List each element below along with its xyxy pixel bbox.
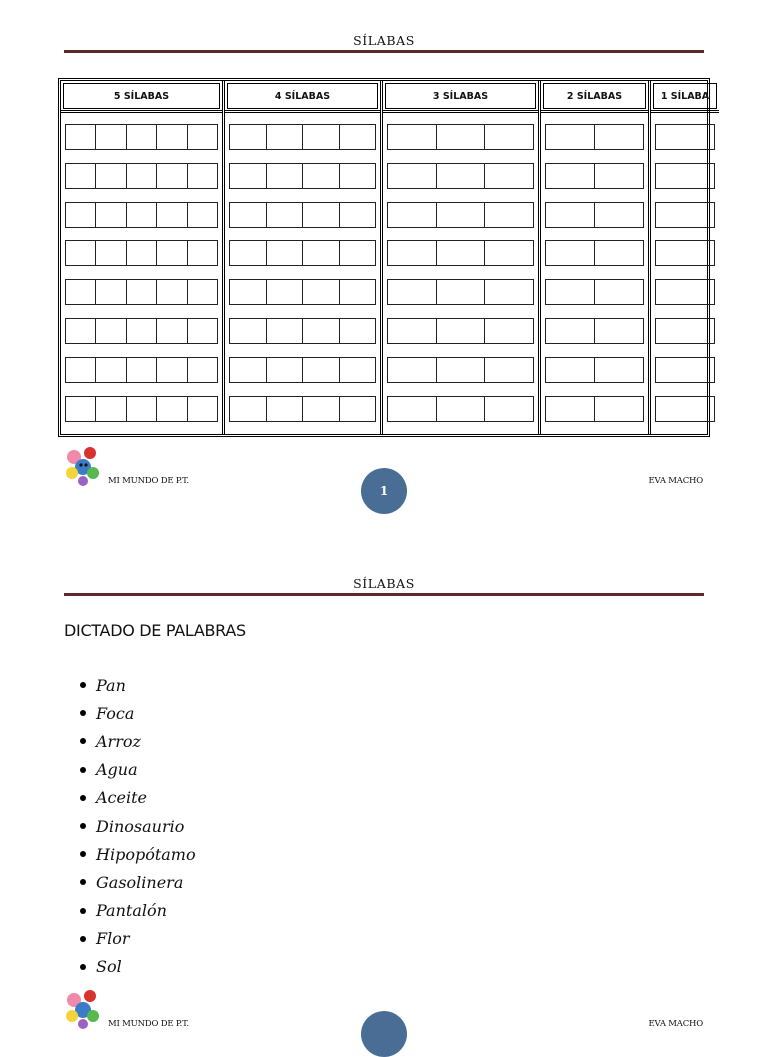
page-2 [0,543,768,1029]
dictation-title: DICTADO DE PALABRAS [64,621,246,640]
syllable-box[interactable] [595,358,643,382]
dictation-word-list [80,671,196,981]
syllable-box[interactable] [388,397,437,421]
syllable-box[interactable] [546,397,595,421]
syllable-box[interactable] [157,241,187,265]
syllable-box[interactable] [546,319,595,343]
syllable-box[interactable] [157,125,187,149]
syllable-box[interactable] [595,125,643,149]
syllable-box-row [655,124,715,150]
footer-right-text: EVA MACHO [648,1019,703,1029]
syllable-box-row [65,240,218,266]
syllable-box[interactable] [127,164,157,188]
syllable-box[interactable] [66,280,96,304]
syllable-box-row [545,396,644,422]
word-text: Aceite [96,788,147,808]
syllable-box[interactable] [388,358,437,382]
syllable-box[interactable] [303,241,340,265]
syllable-box[interactable] [127,203,157,227]
syllable-box[interactable] [388,125,437,149]
syllable-box[interactable] [66,319,96,343]
bullet-icon [80,710,86,716]
syllable-box[interactable] [340,319,376,343]
syllable-box[interactable] [437,397,486,421]
syllable-box[interactable] [546,125,595,149]
column-header: 3 SÍLABAS [385,83,536,109]
bullet-icon [80,936,86,942]
syllable-box[interactable] [188,125,217,149]
list-item [80,699,196,727]
bullet-icon [80,964,86,970]
syllable-box[interactable] [388,280,437,304]
syllable-box[interactable] [188,241,217,265]
syllable-box[interactable] [96,241,126,265]
syllable-box-row [655,240,715,266]
bullet-icon [80,879,86,885]
syllable-box[interactable] [437,358,486,382]
page-header-title: SÍLABAS [353,33,415,48]
syllable-box-row [655,318,715,344]
word-text: Gasolinera [96,872,184,892]
syllable-box[interactable] [188,397,217,421]
syllable-box[interactable] [595,203,643,227]
syllable-box[interactable] [595,241,643,265]
syllable-box[interactable] [157,319,187,343]
bullet-icon [80,738,86,744]
syllable-box[interactable] [96,125,126,149]
header-divider [383,110,538,113]
syllable-box[interactable] [340,397,376,421]
syllable-box-row [655,396,715,422]
syllable-box[interactable] [267,125,304,149]
list-item [80,897,196,925]
syllable-box[interactable] [96,164,126,188]
page-header-title: SÍLABAS [353,576,415,591]
syllable-box-row [655,163,715,189]
word-text: Pantalón [96,901,167,921]
syllable-box[interactable] [437,164,486,188]
syllable-box-row [545,279,644,305]
syllable-box-row [387,240,534,266]
syllable-box[interactable] [303,319,340,343]
bullet-icon [80,767,86,773]
syllable-box[interactable] [485,280,533,304]
list-item [80,756,196,784]
syllable-box[interactable] [157,164,187,188]
syllable-box[interactable] [485,125,533,149]
syllable-box[interactable] [230,241,267,265]
syllable-box[interactable] [340,125,376,149]
syllable-box[interactable] [127,125,157,149]
word-text: Flor [96,929,130,949]
syllable-box[interactable] [96,358,126,382]
bullet-icon [80,851,86,857]
syllable-box[interactable] [340,164,376,188]
syllable-box-row [65,396,218,422]
syllable-box[interactable] [157,358,187,382]
syllable-box[interactable] [188,164,217,188]
syllable-box[interactable] [546,203,595,227]
syllable-box[interactable] [127,358,157,382]
list-item [80,953,196,981]
syllable-box[interactable] [267,164,304,188]
syllable-box[interactable] [303,125,340,149]
syllable-box-row [65,357,218,383]
syllable-box-row [655,202,715,228]
syllable-box-row [545,240,644,266]
syllable-box[interactable] [485,358,533,382]
syllable-box[interactable] [267,203,304,227]
list-item [80,925,196,953]
syllable-box-row [229,202,376,228]
syllable-box[interactable] [388,319,437,343]
syllable-box[interactable] [437,241,486,265]
syllable-box[interactable] [66,164,96,188]
syllable-box[interactable] [485,203,533,227]
word-text: Hipopótamo [96,844,196,864]
syllable-box[interactable] [267,319,304,343]
syllable-box-row [545,124,644,150]
syllable-box[interactable] [66,397,96,421]
syllable-box[interactable] [546,164,595,188]
syllable-box[interactable] [157,397,187,421]
word-text: Agua [96,760,138,780]
syllable-box[interactable] [656,203,714,227]
header-divider [61,110,222,113]
syllable-box-row [545,357,644,383]
bullet-icon [80,795,86,801]
word-text: Dinosaurio [96,816,185,836]
syllable-box[interactable] [595,397,643,421]
syllable-box[interactable] [303,397,340,421]
syllable-box[interactable] [546,280,595,304]
header-rule [64,593,704,596]
column-header: 1 SÍLABA [653,83,717,109]
syllable-box[interactable] [267,358,304,382]
syllable-column [61,81,222,434]
syllable-box-row [65,279,218,305]
pocoyo-logo-icon [62,986,102,1030]
syllable-box[interactable] [188,319,217,343]
syllable-box[interactable] [66,203,96,227]
syllable-box[interactable] [303,358,340,382]
list-item [80,812,196,840]
syllable-box-row [229,357,376,383]
syllable-box[interactable] [127,280,157,304]
syllable-box[interactable] [656,358,714,382]
word-text: Pan [96,675,126,695]
syllable-box-row [65,318,218,344]
syllable-box[interactable] [595,164,643,188]
syllable-box[interactable] [66,125,96,149]
header-rule [64,50,704,53]
syllable-table [58,78,710,437]
list-item [80,671,196,699]
footer-left-text: MI MUNDO DE P.T. [108,1019,189,1029]
syllable-box-row [387,202,534,228]
syllable-box-row [387,357,534,383]
syllable-box-row [65,163,218,189]
syllable-box-row [387,163,534,189]
syllable-box[interactable] [546,358,595,382]
syllable-box-row [655,357,715,383]
syllable-box-row [387,124,534,150]
syllable-box[interactable] [656,319,714,343]
syllable-box-row [387,279,534,305]
syllable-box-row [229,396,376,422]
list-item [80,727,196,755]
syllable-box[interactable] [340,241,376,265]
syllable-box[interactable] [127,241,157,265]
syllable-box[interactable] [96,280,126,304]
syllable-box-row [229,279,376,305]
syllable-column [225,81,380,434]
syllable-box[interactable] [230,125,267,149]
syllable-box[interactable] [388,164,437,188]
syllable-box[interactable] [437,125,486,149]
list-item [80,784,196,812]
syllable-box[interactable] [188,280,217,304]
syllable-box-row [545,202,644,228]
syllable-box[interactable] [595,280,643,304]
header-divider [225,110,380,113]
syllable-box-row [229,240,376,266]
syllable-box-row [229,163,376,189]
bullet-icon [80,682,86,688]
syllable-box[interactable] [656,280,714,304]
syllable-box[interactable] [388,203,437,227]
syllable-box[interactable] [66,358,96,382]
syllable-box[interactable] [267,397,304,421]
syllable-box[interactable] [230,203,267,227]
syllable-column [541,81,648,434]
column-header: 5 SÍLABAS [63,83,220,109]
syllable-box-row [545,163,644,189]
syllable-column [383,81,538,434]
syllable-box-row [387,318,534,344]
syllable-box[interactable] [96,319,126,343]
pocoyo-logo-icon [62,443,102,487]
list-item [80,868,196,896]
syllable-box[interactable] [656,164,714,188]
list-item [80,840,196,868]
syllable-box[interactable] [656,125,714,149]
syllable-box[interactable] [188,358,217,382]
word-text: Foca [96,703,135,723]
bullet-icon [80,823,86,829]
syllable-box[interactable] [546,241,595,265]
syllable-box[interactable] [485,241,533,265]
syllable-box[interactable] [437,203,486,227]
syllable-box[interactable] [230,164,267,188]
syllable-box[interactable] [66,241,96,265]
syllable-box[interactable] [96,397,126,421]
page-number-badge: 1 [361,468,407,514]
syllable-box[interactable] [437,319,486,343]
syllable-box[interactable] [230,358,267,382]
syllable-box-row [387,396,534,422]
syllable-box-row [229,124,376,150]
syllable-box[interactable] [303,203,340,227]
syllable-box[interactable] [127,397,157,421]
syllable-box[interactable] [656,397,714,421]
syllable-box[interactable] [267,280,304,304]
syllable-box[interactable] [340,280,376,304]
column-header: 2 SÍLABAS [543,83,646,109]
syllable-box[interactable] [388,241,437,265]
syllable-box[interactable] [188,203,217,227]
syllable-box[interactable] [485,164,533,188]
syllable-box[interactable] [127,319,157,343]
syllable-box[interactable] [485,319,533,343]
syllable-box-row [545,318,644,344]
syllable-box[interactable] [656,241,714,265]
syllable-box[interactable] [230,397,267,421]
header-divider [651,110,719,113]
syllable-box-row [655,279,715,305]
syllable-box[interactable] [96,203,126,227]
syllable-box-row [65,202,218,228]
syllable-box[interactable] [595,319,643,343]
word-text: Arroz [96,731,141,751]
word-text: Sol [96,957,122,977]
column-header: 4 SÍLABAS [227,83,378,109]
syllable-box[interactable] [157,280,187,304]
syllable-box[interactable] [267,241,304,265]
page-number-badge [361,1011,407,1057]
bullet-icon [80,908,86,914]
syllable-box[interactable] [340,203,376,227]
syllable-box[interactable] [303,280,340,304]
syllable-box[interactable] [303,164,340,188]
syllable-box[interactable] [485,397,533,421]
syllable-box[interactable] [230,319,267,343]
syllable-box[interactable] [230,280,267,304]
syllable-box[interactable] [437,280,486,304]
syllable-box-row [65,124,218,150]
syllable-box[interactable] [340,358,376,382]
footer-left-text: MI MUNDO DE P.T. [108,476,189,486]
syllable-box-row [229,318,376,344]
header-divider [541,110,648,113]
syllable-column [651,81,719,434]
syllable-box[interactable] [157,203,187,227]
footer-right-text: EVA MACHO [648,476,703,486]
